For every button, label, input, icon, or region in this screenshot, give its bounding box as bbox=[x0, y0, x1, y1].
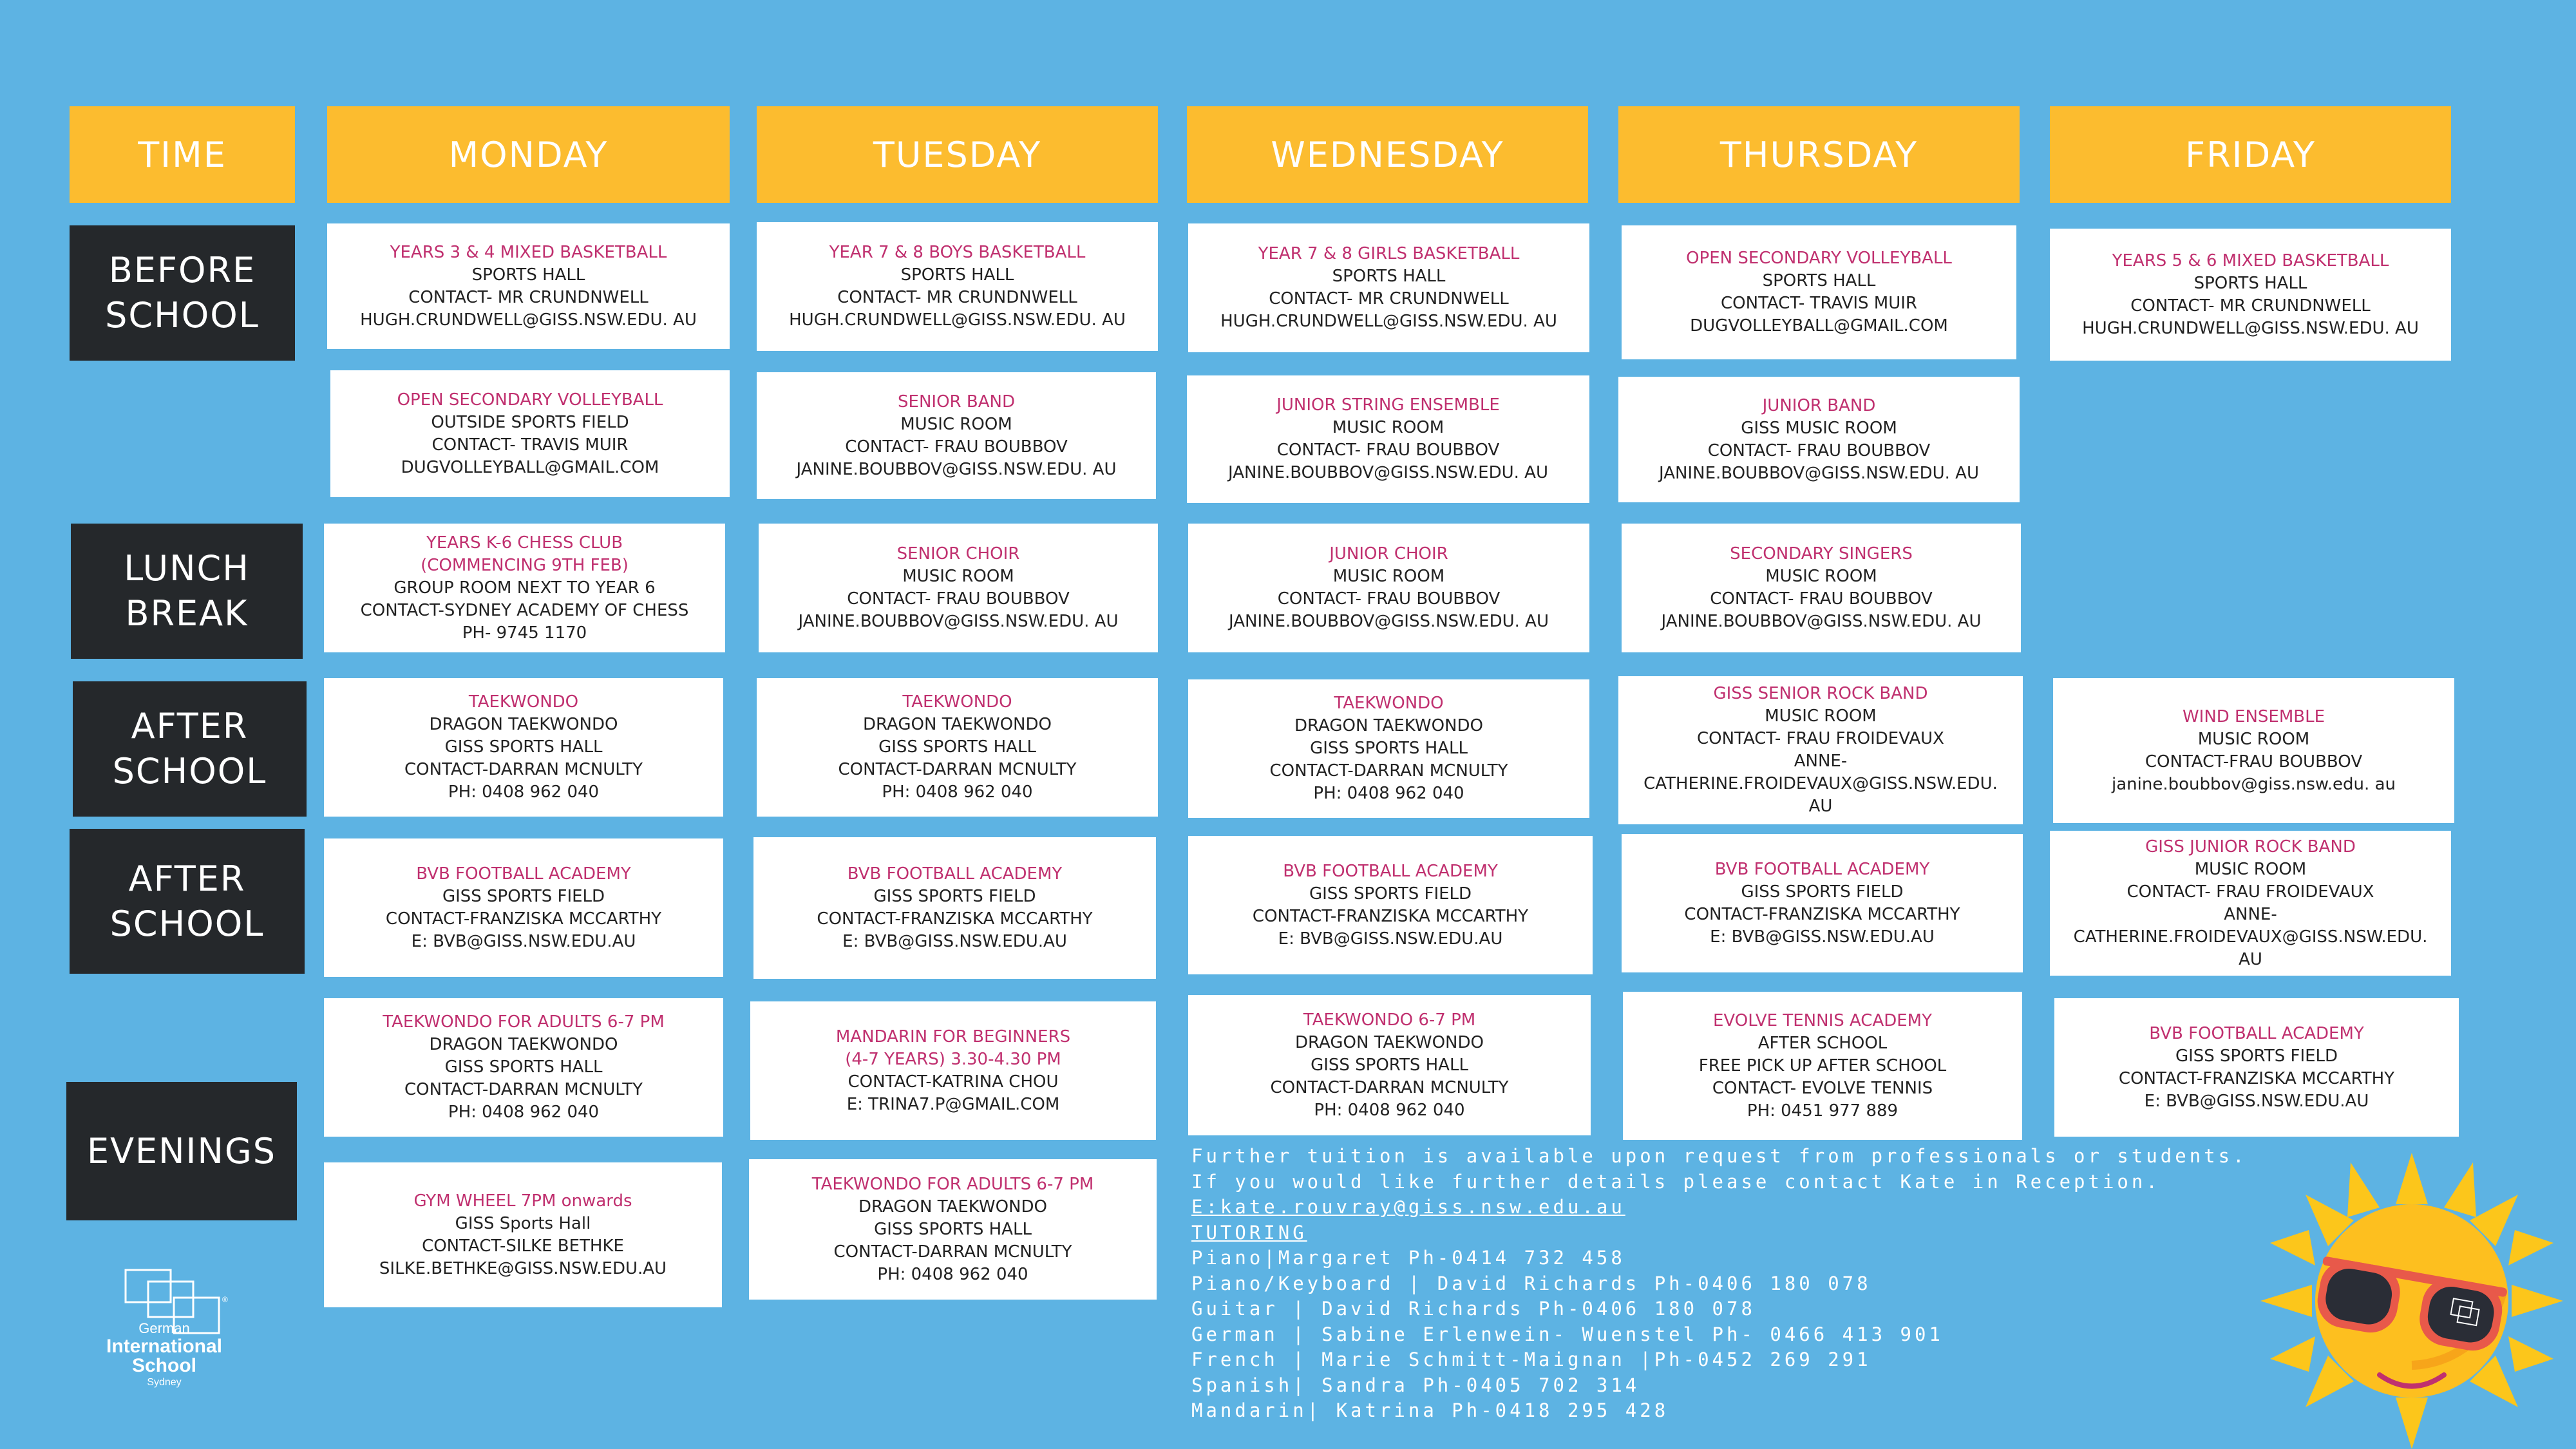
activity-detail: CONTACT-DARRAN MCNULTY bbox=[1269, 761, 1508, 781]
activity-title: BVB FOOTBALL ACADEMY bbox=[1714, 859, 1930, 879]
activity-detail: MUSIC ROOM bbox=[1765, 567, 1877, 586]
activity-detail: GISS SPORTS HALL bbox=[1311, 1055, 1468, 1075]
activity-title: SENIOR CHOIR bbox=[896, 544, 1020, 564]
activity-detail: CONTACT-DARRAN MCNULTY bbox=[404, 760, 643, 779]
activity-subtitle: (4-7 YEARS) 3.30-4.30 PM bbox=[845, 1049, 1061, 1069]
activity-contact-email: HUGH.CRUNDWELL@GISS.NSW.EDU. AU bbox=[2082, 318, 2419, 338]
activity-title: JUNIOR STRING ENSEMBLE bbox=[1276, 395, 1500, 415]
activity-card-mon-2 bbox=[330, 370, 730, 497]
activity-detail: CONTACT- FRAU BOUBBOV bbox=[847, 589, 1070, 609]
logo-line-2: International bbox=[106, 1336, 222, 1357]
activity-card-mon-3 bbox=[324, 524, 725, 652]
logo-line-3: School bbox=[131, 1355, 196, 1376]
activity-detail: AU bbox=[2239, 949, 2262, 969]
activity-detail: GISS SPORTS FIELD bbox=[1741, 882, 1904, 902]
activity-contact-email: E: BVB@GISS.NSW.EDU.AU bbox=[411, 931, 636, 951]
activity-detail: GROUP ROOM NEXT TO YEAR 6 bbox=[393, 578, 656, 598]
activity-contact-email: HUGH.CRUNDWELL@GISS.NSW.EDU. AU bbox=[1220, 312, 1557, 331]
info-line-1: Further tuition is available upon request from professionals or students. bbox=[1191, 1145, 2248, 1167]
activity-detail: CONTACT- EVOLVE TENNIS bbox=[1712, 1078, 1933, 1098]
activity-contact-email: JANINE.BOUBBOV@GISS.NSW.EDU. AU bbox=[1661, 612, 1982, 631]
activity-card-thu-5 bbox=[1622, 834, 2023, 972]
activity-detail: GISS SPORTS FIELD bbox=[1309, 884, 1472, 904]
activity-title: SENIOR BAND bbox=[898, 392, 1015, 412]
activity-detail: CONTACT- FRAU FROIDEVAUX bbox=[2126, 882, 2374, 902]
activity-title: OPEN SECONDARY VOLLEYBALL bbox=[1686, 249, 1952, 268]
activity-card-fri-5 bbox=[2050, 831, 2451, 976]
activity-detail: GISS SPORTS HALL bbox=[444, 1057, 603, 1077]
activity-contact-email: janine.boubbov@giss.nsw.edu. au bbox=[2112, 774, 2396, 794]
activity-detail: CONTACT- FRAU BOUBBOV bbox=[845, 437, 1068, 457]
activity-card-mon-7 bbox=[324, 1162, 722, 1307]
tutor-item: French | Marie Schmitt-Maignan |Ph-0452 269 291 bbox=[1191, 1349, 1871, 1370]
activity-detail: MUSIC ROOM bbox=[902, 567, 1014, 586]
activity-detail: PH: 0408 962 040 bbox=[1313, 784, 1464, 803]
activity-detail: SPORTS HALL bbox=[1332, 267, 1446, 286]
activity-detail: GISS SPORTS FIELD bbox=[442, 886, 605, 906]
activity-detail: GISS SPORTS HALL bbox=[1310, 739, 1468, 758]
svg-text:®: ® bbox=[222, 1295, 228, 1304]
activity-detail: CONTACT-DARRAN MCNULTY bbox=[404, 1080, 643, 1099]
activity-contact-email: JANINE.BOUBBOV@GISS.NSW.EDU. AU bbox=[1229, 612, 1549, 631]
slot-after-school-1: AFTER SCHOOL bbox=[73, 681, 307, 817]
activity-card-wed-2 bbox=[1187, 375, 1589, 503]
activity-detail: CONTACT-FRANZISKA MCCARTHY bbox=[817, 909, 1093, 929]
activity-title: BVB FOOTBALL ACADEMY bbox=[847, 864, 1063, 884]
activity-title: SECONDARY SINGERS bbox=[1730, 544, 1913, 564]
activity-title: TAEKWONDO 6-7 PM bbox=[1303, 1010, 1476, 1030]
activity-title: JUNIOR CHOIR bbox=[1329, 544, 1448, 564]
activity-card-fri-4 bbox=[2053, 678, 2454, 823]
tutor-item: German | Sabine Erlenwein- Wuenstel Ph- 0466 413 901 bbox=[1191, 1323, 1944, 1345]
header-time: TIME bbox=[70, 106, 295, 203]
header-friday: FRIDAY bbox=[2050, 106, 2451, 203]
activity-detail: DRAGON TAEKWONDO bbox=[429, 715, 618, 734]
activity-detail: PH: 0408 962 040 bbox=[877, 1264, 1028, 1284]
activity-card-thu-3 bbox=[1622, 524, 2021, 652]
activity-detail: CONTACT- MR CRUNDNWELL bbox=[2130, 296, 2371, 316]
info-line-2: If you would like further details please contact Kate in Reception. bbox=[1191, 1170, 2161, 1193]
activity-detail: CONTACT-DARRAN MCNULTY bbox=[833, 1242, 1072, 1262]
activity-detail: GISS SPORTS HALL bbox=[444, 737, 603, 757]
activity-contact-email: JANINE.BOUBBOV@GISS.NSW.EDU. AU bbox=[1659, 463, 1979, 483]
header-thursday: THURSDAY bbox=[1618, 106, 2020, 203]
slot-before-school: BEFORE SCHOOL bbox=[70, 225, 295, 361]
slot-lunch-break: LUNCH BREAK bbox=[71, 524, 303, 659]
activity-detail: CONTACT- MR CRUNDNWELL bbox=[1269, 289, 1509, 308]
activity-title: TAEKWONDO FOR ADULTS 6-7 PM bbox=[383, 1012, 665, 1032]
activity-detail: CONTACT- FRAU BOUBBOV bbox=[1277, 589, 1501, 609]
activity-card-wed-6 bbox=[1188, 995, 1591, 1135]
activity-title: YEARS 3 & 4 MIXED BASKETBALL bbox=[390, 242, 667, 262]
activity-detail: SPORTS HALL bbox=[471, 265, 585, 285]
activity-detail: OUTSIDE SPORTS FIELD bbox=[431, 412, 629, 432]
activity-card-wed-4 bbox=[1188, 679, 1589, 818]
activity-detail: CONTACT-FRANZISKA MCCARTHY bbox=[1252, 906, 1529, 926]
activity-detail: CONTACT-FRANZISKA MCCARTHY bbox=[385, 909, 662, 929]
activity-detail: DRAGON TAEKWONDO bbox=[863, 715, 1052, 734]
activity-detail: PH: 0408 962 040 bbox=[1314, 1100, 1465, 1120]
logo-line-1: German bbox=[138, 1320, 190, 1336]
activity-subtitle: (COMMENCING 9TH FEB) bbox=[421, 555, 629, 575]
activity-detail: DRAGON TAEKWONDO bbox=[429, 1035, 618, 1054]
activity-card-tue-2 bbox=[757, 372, 1156, 499]
activity-contact-email: SILKE.BETHKE@GISS.NSW.EDU.AU bbox=[379, 1258, 667, 1278]
activity-detail: GISS SPORTS FIELD bbox=[873, 887, 1036, 906]
activity-detail: CONTACT-KATRINA CHOU bbox=[848, 1072, 1059, 1092]
activity-detail: ANNE- bbox=[2224, 904, 2277, 924]
activity-title: WIND ENSEMBLE bbox=[2182, 706, 2325, 726]
activity-contact-email: JANINE.BOUBBOV@GISS.NSW.EDU. AU bbox=[798, 612, 1119, 631]
activity-contact-email: CATHERINE.FROIDEVAUX@GISS.NSW.EDU. bbox=[2073, 927, 2428, 947]
activity-card-thu-6 bbox=[1623, 992, 2022, 1140]
activity-contact-email: E: BVB@GISS.NSW.EDU.AU bbox=[2144, 1091, 2369, 1111]
activity-title: BVB FOOTBALL ACADEMY bbox=[1283, 861, 1498, 881]
activity-detail: CONTACT-SILKE BETHKE bbox=[422, 1236, 624, 1256]
activity-title: TAEKWONDO bbox=[1334, 694, 1444, 713]
activity-detail: FREE PICK UP AFTER SCHOOL bbox=[1698, 1056, 1947, 1075]
activity-detail: MUSIC ROOM bbox=[2194, 859, 2307, 879]
activity-contact-email: E: BVB@GISS.NSW.EDU.AU bbox=[1278, 929, 1503, 949]
activity-detail: AFTER SCHOOL bbox=[1757, 1033, 1888, 1053]
activity-detail: CONTACT- FRAU BOUBBOV bbox=[1276, 440, 1500, 460]
activity-card-wed-3 bbox=[1188, 524, 1589, 652]
activity-title: GISS JUNIOR ROCK BAND bbox=[2145, 837, 2356, 857]
activity-detail: DRAGON TAEKWONDO bbox=[1294, 716, 1483, 735]
activity-card-tue-5 bbox=[753, 837, 1156, 979]
activity-title: EVOLVE TENNIS ACADEMY bbox=[1712, 1010, 1932, 1030]
activity-title: YEAR 7 & 8 GIRLS BASKETBALL bbox=[1258, 244, 1520, 263]
activity-detail: CONTACT- FRAU BOUBBOV bbox=[1710, 589, 1933, 609]
activity-contact-email: DUGVOLLEYBALL@GMAIL.COM bbox=[401, 457, 659, 477]
activity-title: MANDARIN FOR BEGINNERS bbox=[835, 1027, 1071, 1046]
tuition-info bbox=[1191, 1144, 2286, 1424]
slot-after-school-2: AFTER SCHOOL bbox=[70, 829, 305, 974]
activity-card-tue-6 bbox=[750, 1001, 1156, 1140]
tutoring-heading: TUTORING bbox=[1191, 1221, 1307, 1244]
activity-title: JUNIOR BAND bbox=[1762, 395, 1876, 415]
activity-contact-email: HUGH.CRUNDWELL@GISS.NSW.EDU. AU bbox=[789, 310, 1126, 330]
activity-card-tue-4 bbox=[757, 678, 1158, 817]
activity-card-fri-1 bbox=[2050, 229, 2451, 361]
tutor-item: Mandarin| Katrina Ph-0418 295 428 bbox=[1191, 1399, 1669, 1421]
activity-detail: CONTACT-FRAU BOUBBOV bbox=[2145, 752, 2363, 772]
activity-contact-email: E: BVB@GISS.NSW.EDU.AU bbox=[1710, 927, 1935, 947]
activity-title: TAEKWONDO bbox=[902, 692, 1012, 712]
activity-detail: CONTACT- FRAU FROIDEVAUX bbox=[1697, 729, 1944, 748]
activity-contact-email: JANINE.BOUBBOV@GISS.NSW.EDU. AU bbox=[1228, 463, 1548, 482]
activity-detail: MUSIC ROOM bbox=[1332, 567, 1445, 586]
tutor-item: Piano/Keyboard | David Richards Ph-0406 180 078 bbox=[1191, 1272, 1871, 1294]
activity-contact-email: E: TRINA7.P@GMAIL.COM bbox=[846, 1094, 1060, 1114]
slot-evenings: EVENINGS bbox=[66, 1082, 297, 1220]
activity-detail: CONTACT- TRAVIS MUIR bbox=[431, 435, 629, 455]
activity-detail: SPORTS HALL bbox=[2193, 273, 2307, 293]
activity-detail: CONTACT-FRANZISKA MCCARTHY bbox=[1684, 904, 1960, 924]
header-wednesday: WEDNESDAY bbox=[1187, 106, 1588, 203]
activity-detail: CONTACT-SYDNEY ACADEMY OF CHESS bbox=[360, 600, 689, 620]
activity-title: GYM WHEEL 7PM onwards bbox=[413, 1191, 632, 1211]
activity-detail: DRAGON TAEKWONDO bbox=[1295, 1032, 1484, 1052]
activity-detail: MUSIC ROOM bbox=[900, 414, 1012, 434]
activity-title: GISS SENIOR ROCK BAND bbox=[1713, 684, 1928, 703]
school-logo-text bbox=[90, 1320, 238, 1390]
tutor-item: Piano|Margaret Ph-0414 732 458 bbox=[1191, 1247, 1625, 1269]
activity-contact-email: HUGH.CRUNDWELL@GISS.NSW.EDU. AU bbox=[360, 310, 697, 330]
activity-contact-email: JANINE.BOUBBOV@GISS.NSW.EDU. AU bbox=[796, 459, 1117, 479]
activity-detail: GISS SPORTS FIELD bbox=[2175, 1046, 2338, 1066]
activity-contact-email: E: BVB@GISS.NSW.EDU.AU bbox=[842, 932, 1067, 951]
activity-detail: PH: 0408 962 040 bbox=[448, 782, 600, 802]
activity-title: BVB FOOTBALL ACADEMY bbox=[416, 864, 631, 884]
activity-detail: MUSIC ROOM bbox=[1765, 706, 1877, 726]
tutor-item: Guitar | David Richards Ph-0406 180 078 bbox=[1191, 1298, 1756, 1320]
activity-detail: MUSIC ROOM bbox=[2197, 729, 2310, 749]
activity-detail: CONTACT- MR CRUNDNWELL bbox=[837, 288, 1077, 307]
tutor-item: Spanish| Sandra Ph-0405 702 314 bbox=[1191, 1374, 1640, 1396]
contact-email-link[interactable]: E:kate.rouvray@giss.nsw.edu.au bbox=[1191, 1196, 1625, 1218]
activity-title: YEARS K-6 CHESS CLUB bbox=[426, 533, 623, 553]
activity-title: TAEKWONDO FOR ADULTS 6-7 PM bbox=[811, 1174, 1094, 1194]
header-tuesday: TUESDAY bbox=[757, 106, 1158, 203]
activity-card-mon-6 bbox=[324, 998, 723, 1137]
sun-with-sunglasses-icon bbox=[2260, 1153, 2563, 1449]
activity-title: BVB FOOTBALL ACADEMY bbox=[2149, 1023, 2364, 1043]
activity-detail: CONTACT-FRANZISKA MCCARTHY bbox=[2118, 1068, 2395, 1088]
header-monday: MONDAY bbox=[327, 106, 730, 203]
activity-detail: PH: 0408 962 040 bbox=[882, 782, 1033, 802]
activity-detail: GISS MUSIC ROOM bbox=[1741, 418, 1897, 438]
activity-title: YEAR 7 & 8 BOYS BASKETBALL bbox=[829, 243, 1086, 262]
activity-detail: CONTACT- TRAVIS MUIR bbox=[1721, 294, 1917, 313]
activity-card-mon-5 bbox=[324, 838, 723, 977]
activity-card-wed-5 bbox=[1188, 836, 1593, 974]
activity-detail: ANNE- bbox=[1794, 752, 1848, 771]
activity-detail: GISS Sports Hall bbox=[455, 1213, 591, 1233]
activity-title: YEARS 5 & 6 MIXED BASKETBALL bbox=[2112, 251, 2389, 270]
activity-card-tue-1 bbox=[757, 222, 1158, 351]
activity-card-tue-3 bbox=[759, 524, 1158, 652]
activity-card-thu-4 bbox=[1618, 676, 2023, 824]
activity-detail: PH: 0408 962 040 bbox=[448, 1103, 600, 1122]
activity-detail: CONTACT-DARRAN MCNULTY bbox=[838, 760, 1077, 779]
activity-card-mon-4 bbox=[324, 678, 723, 817]
activity-detail: SPORTS HALL bbox=[900, 265, 1014, 285]
activity-card-wed-1 bbox=[1188, 223, 1589, 352]
activity-detail: DRAGON TAEKWONDO bbox=[858, 1197, 1047, 1217]
activity-detail: GISS SPORTS HALL bbox=[878, 737, 1036, 757]
activity-detail: CONTACT-DARRAN MCNULTY bbox=[1270, 1077, 1509, 1097]
activity-contact-email: DUGVOLLEYBALL@GMAIL.COM bbox=[1690, 316, 1948, 336]
activity-card-tue-7 bbox=[749, 1159, 1157, 1300]
activity-detail: CONTACT- FRAU BOUBBOV bbox=[1707, 440, 1931, 460]
activity-card-fri-6 bbox=[2054, 998, 2459, 1137]
activity-card-thu-1 bbox=[1622, 225, 2016, 359]
activity-detail: AU bbox=[1808, 797, 1833, 816]
activity-title: OPEN SECONDARY VOLLEYBALL bbox=[397, 390, 663, 410]
activity-card-mon-1 bbox=[327, 223, 730, 349]
activity-detail: PH: 0451 977 889 bbox=[1747, 1101, 1899, 1121]
activity-detail: PH- 9745 1170 bbox=[462, 623, 587, 643]
activity-card-thu-2 bbox=[1618, 377, 2020, 502]
activity-detail: SPORTS HALL bbox=[1762, 271, 1876, 290]
activity-detail: MUSIC ROOM bbox=[1332, 418, 1444, 437]
activity-detail: GISS SPORTS HALL bbox=[874, 1219, 1032, 1239]
activity-title: TAEKWONDO bbox=[468, 692, 579, 712]
logo-line-4: Sydney bbox=[147, 1377, 182, 1388]
activity-contact-email: CATHERINE.FROIDEVAUX@GISS.NSW.EDU. bbox=[1643, 774, 1998, 793]
activity-detail: CONTACT- MR CRUNDNWELL bbox=[408, 287, 649, 307]
